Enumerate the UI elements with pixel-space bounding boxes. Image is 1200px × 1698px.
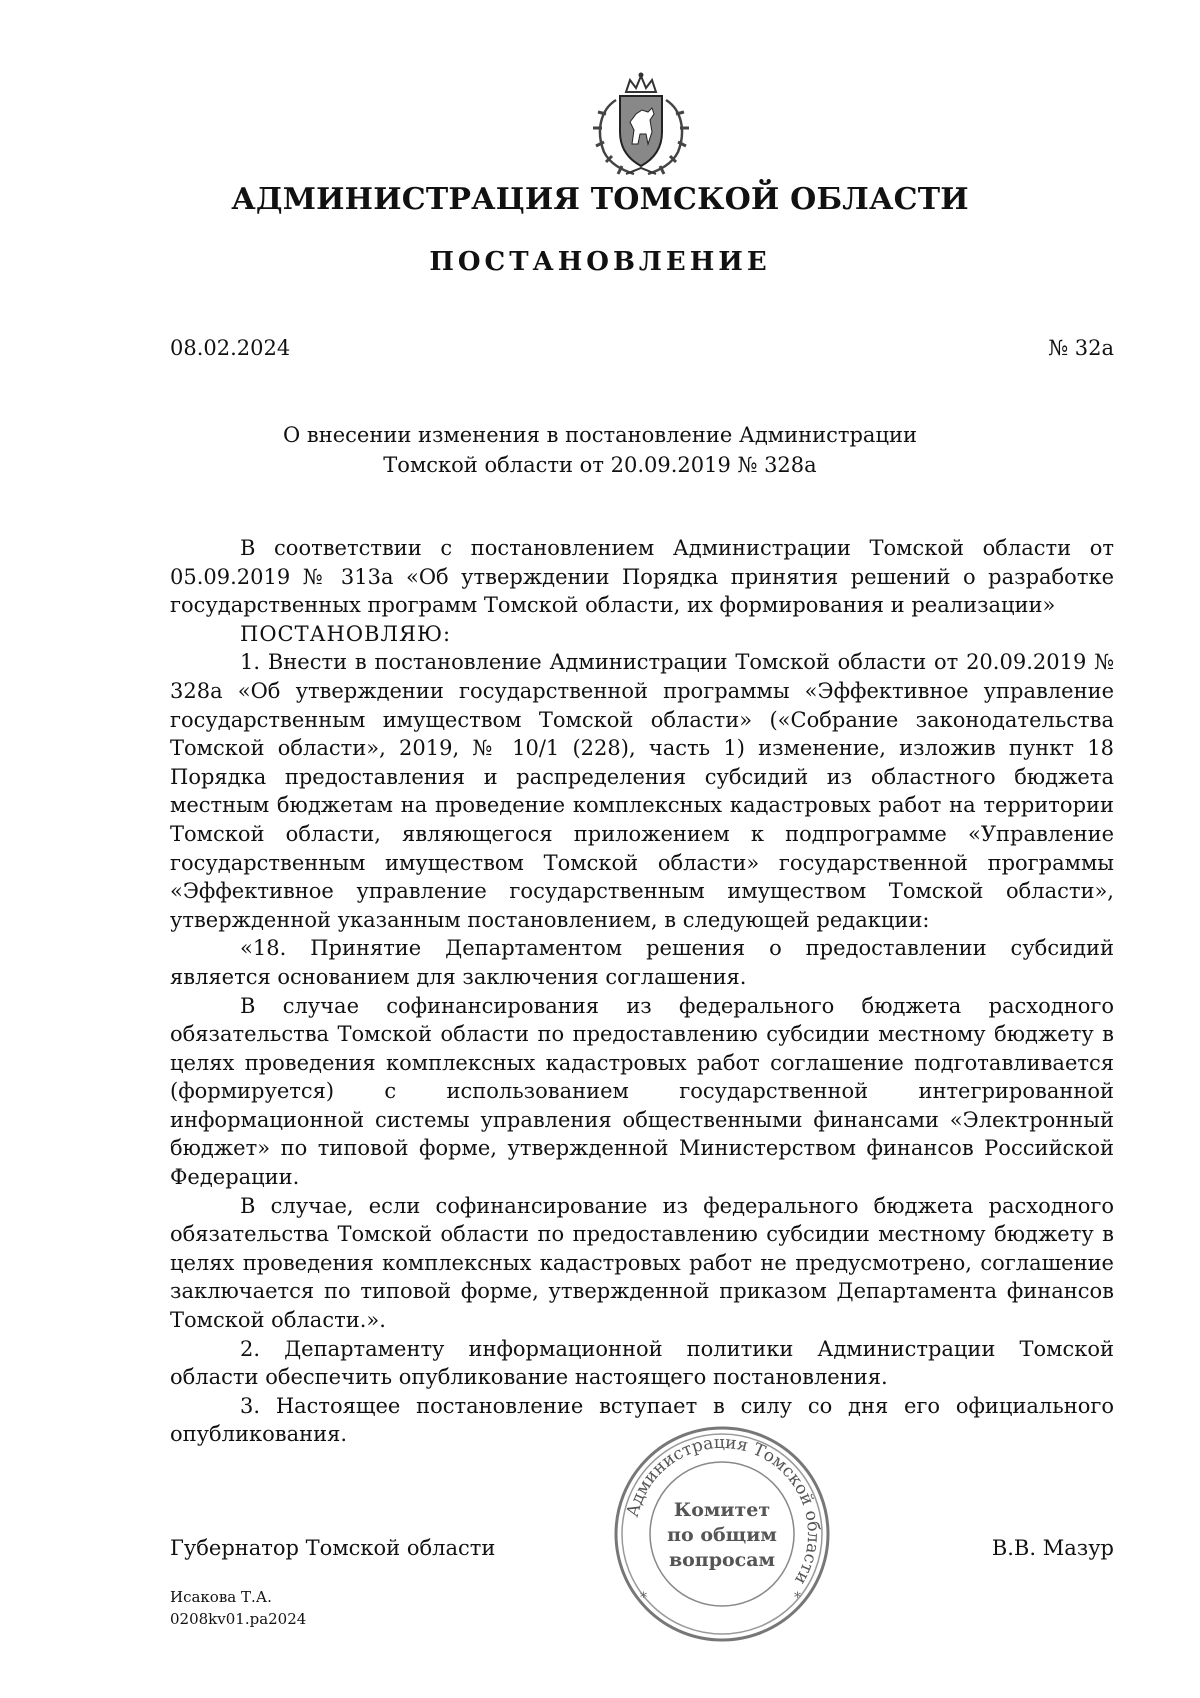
- svg-text:*: *: [640, 1590, 647, 1606]
- document-date: 08.02.2024: [170, 336, 291, 360]
- svg-text:*: *: [794, 1590, 801, 1606]
- subject-line: Томской области от 20.09.2019 № 328а: [383, 453, 817, 477]
- executor-code: 0208kv01.pa2024: [170, 1610, 307, 1628]
- stamp-line: Комитет: [673, 1499, 771, 1521]
- document-subject: [0, 420, 1200, 480]
- item-paragraph: 1. Внести в постановление Администрации Томской области от 20.09.2019 № 328а «Об утверждении государственной программы «Эффективное управление государственным имуществом Томской области» («Собрание законодательства Томской области», 2019, № 10/1 (228), часть 1) изменение, изложив пункт 18 Порядка предоставления и распределения субсидий из областного бюджета местным бюджетам на проведение комплексных кадастровых работ на территории Томской области, являющегося приложением к подпрограмме «Управление государственным имуществом Томской области» государственной программы «Эффективное управление государственным имуществом Томской области», утвержденной указанным постановлением, в следующей редакции:: [170, 650, 1114, 932]
- quote-paragraph: В случае софинансирования из федерального бюджета расходного обязательства Томской области по предоставлению субсидии местному бюджету в целях проведения комплексных кадастровых работ соглашение подготавливается (формируется) с использованием государственной интегрированной информационной системы управления общественными финансами «Электронный бюджет» по типовой форме, утвержденной Министерством финансов Российской Федерации.: [170, 993, 1114, 1190]
- document-body: [170, 534, 1114, 1449]
- document-number: № 32а: [1048, 336, 1114, 360]
- quote-paragraph: «18. Принятие Департаментом решения о предоставлении субсидий является основанием для заключения соглашения.: [170, 936, 1114, 989]
- document-type: ПОСТАНОВЛЕНИЕ: [429, 247, 771, 277]
- preamble-paragraph: В соответствии с постановлением Администрации Томской области от 05.09.2019 № 313а «Об утверждении Порядка принятия решений о разработке государственных программ Томской области, их формирования и реализации»: [170, 536, 1114, 618]
- decree-word: ПОСТАНОВЛЯЮ:: [240, 621, 452, 646]
- executor-name: Исакова Т.А.: [170, 1588, 272, 1606]
- quote-paragraph: В случае, если софинансирование из федерального бюджета расходного обязательства Томской области по предоставлению субсидии местному бюджету в целях проведения комплексных кадастровых работ не предусмотрено, соглашение заключается по типовой форме, утвержденной приказом Департамента финансов Томской области.».: [170, 1193, 1114, 1333]
- official-stamp: [612, 1424, 832, 1644]
- stamp-line: по общим: [667, 1524, 777, 1546]
- stamp-center-text: [612, 1498, 832, 1573]
- item-paragraph: 2. Департаменту информационной политики Администрации Томской области обеспечить опубликование настоящего постановления.: [170, 1336, 1114, 1390]
- executor-info: [170, 1586, 306, 1630]
- item-paragraph: 3. Настоящее постановление вступает в силу со дня его официального опубликования.: [170, 1393, 1114, 1447]
- subject-line: О внесении изменения в постановление Администрации: [283, 423, 917, 447]
- coat-of-arms-icon: [582, 70, 700, 182]
- stamp-ring-text: Администрация Томской области: [622, 1432, 824, 1588]
- stamp-line: вопросам: [668, 1549, 776, 1571]
- signatory-name: В.В. Мазур: [991, 1536, 1114, 1560]
- organization-title: АДМИНИСТРАЦИЯ ТОМСКОЙ ОБЛАСТИ: [231, 182, 969, 217]
- signatory-position: Губернатор Томской области: [170, 1536, 496, 1560]
